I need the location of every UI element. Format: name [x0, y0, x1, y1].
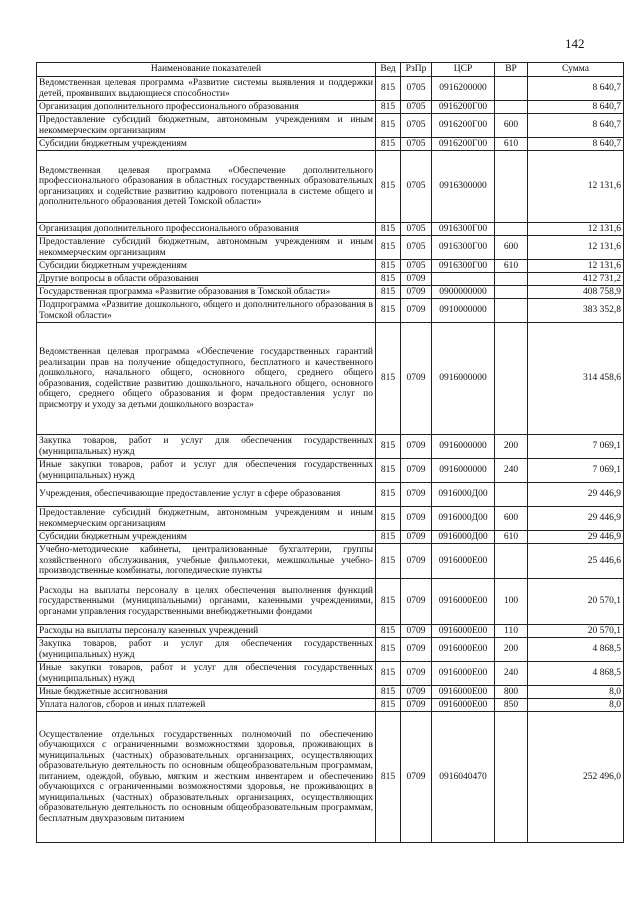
cell-vr: 850 [495, 699, 528, 712]
cell-name: Подпрограмма «Развитие дошкольного, общего и дополнительного образования в Томской области» [37, 299, 376, 323]
cell-rzpr: 0709 [401, 579, 432, 625]
cell-csr: 0916000Д00 [432, 531, 495, 544]
cell-ved: 815 [376, 507, 401, 531]
cell-ved: 815 [376, 101, 401, 114]
table-row [37, 223, 624, 236]
cell-ved: 815 [376, 699, 401, 712]
table-row [37, 114, 624, 138]
cell-csr: 0916000Е00 [432, 544, 495, 579]
cell-ved: 815 [376, 712, 401, 843]
cell-sum: 4 868,5 [528, 662, 624, 686]
cell-csr: 0916300Г00 [432, 223, 495, 236]
cell-vr [495, 299, 528, 323]
cell-ved: 815 [376, 77, 401, 101]
cell-ved: 815 [376, 531, 401, 544]
cell-name: Расходы на выплаты персоналу в целях обеспечения выполнения функций государственными (муниципальными) органами, казенными учреждениями, органами управления государственными внебюджетными фондами [37, 579, 376, 625]
cell-vr: 240 [495, 662, 528, 686]
cell-csr: 0916300Г00 [432, 236, 495, 260]
cell-vr: 600 [495, 507, 528, 531]
cell-rzpr: 0709 [401, 299, 432, 323]
cell-name: Иные закупки товаров, работ и услуг для обеспечения государственных (муниципальных) нужд [37, 459, 376, 483]
cell-sum: 29 446,9 [528, 483, 624, 507]
cell-vr [495, 151, 528, 223]
cell-vr: 600 [495, 236, 528, 260]
cell-vr [495, 77, 528, 101]
cell-ved: 815 [376, 236, 401, 260]
table-row [37, 507, 624, 531]
table-row [37, 151, 624, 223]
cell-name: Субсидии бюджетным учреждениям [37, 138, 376, 151]
cell-csr: 0916000Д00 [432, 483, 495, 507]
cell-name: Организация дополнительного профессионального образования [37, 101, 376, 114]
cell-sum: 8 640,7 [528, 101, 624, 114]
cell-rzpr: 0709 [401, 699, 432, 712]
table-row [37, 712, 624, 843]
cell-sum: 252 496,0 [528, 712, 624, 843]
cell-vr [495, 712, 528, 843]
cell-vr: 200 [495, 435, 528, 459]
cell-csr: 0916000Е00 [432, 699, 495, 712]
cell-name: Иные закупки товаров, работ и услуг для обеспечения государственных (муниципальных) нужд [37, 662, 376, 686]
table-row [37, 625, 624, 638]
cell-rzpr: 0709 [401, 273, 432, 286]
cell-name: Субсидии бюджетным учреждениям [37, 260, 376, 273]
table-row [37, 459, 624, 483]
cell-ved: 815 [376, 138, 401, 151]
cell-vr: 600 [495, 114, 528, 138]
col-header-csr: ЦСР [432, 63, 495, 77]
cell-rzpr: 0705 [401, 260, 432, 273]
cell-name: Закупка товаров, работ и услуг для обеспечения государственных (муниципальных) нужд [37, 638, 376, 662]
cell-rzpr: 0709 [401, 625, 432, 638]
table-row [37, 77, 624, 101]
table-row [37, 699, 624, 712]
cell-rzpr: 0709 [401, 286, 432, 299]
cell-ved: 815 [376, 323, 401, 435]
cell-ved: 815 [376, 435, 401, 459]
cell-vr [495, 544, 528, 579]
cell-csr: 0916000Е00 [432, 579, 495, 625]
table-body [37, 77, 624, 843]
cell-ved: 815 [376, 459, 401, 483]
cell-name: Осуществление отдельных государственных полномочий по обеспечению обучающихся с ограниченными возможностями здоровья, проживающих в муниципальных (частных) образовательных организациях, осуществляющих образовательную деятельность по основным общеобразовательным программам, питанием, одеждой, обувью, мягким и жестким инвентарем и обеспечению обучающихся с ограниченными возможностями здоровья, не проживающих в муниципальных (частных) образовательных организациях, осуществляющих образовательную деятельность по основным общеобразовательным программам, бесплатным двухразовым питанием [37, 712, 376, 843]
page-number: 142 [565, 36, 585, 51]
cell-sum: 8 640,7 [528, 114, 624, 138]
table-row [37, 260, 624, 273]
cell-ved: 815 [376, 544, 401, 579]
cell-name: Уплата налогов, сборов и иных платежей [37, 699, 376, 712]
cell-rzpr: 0709 [401, 483, 432, 507]
cell-sum: 20 570,1 [528, 579, 624, 625]
cell-sum: 8 640,7 [528, 77, 624, 101]
cell-ved: 815 [376, 638, 401, 662]
col-header-vr: ВР [495, 63, 528, 77]
cell-rzpr: 0705 [401, 151, 432, 223]
budget-table [36, 62, 624, 843]
cell-name: Предоставление субсидий бюджетным, автономным учреждениям и иным некоммерческим организациям [37, 507, 376, 531]
cell-csr: 0916200000 [432, 77, 495, 101]
cell-sum: 8,0 [528, 699, 624, 712]
cell-csr: 0916300000 [432, 151, 495, 223]
cell-vr [495, 223, 528, 236]
cell-sum: 12 131,6 [528, 151, 624, 223]
cell-vr: 200 [495, 638, 528, 662]
cell-sum: 20 570,1 [528, 625, 624, 638]
cell-csr: 0916200Г00 [432, 138, 495, 151]
table-row [37, 323, 624, 435]
cell-csr: 0916000Д00 [432, 507, 495, 531]
col-header-ved: Вед [376, 63, 401, 77]
cell-csr: 0916040470 [432, 712, 495, 843]
cell-ved: 815 [376, 483, 401, 507]
cell-csr: 0900000000 [432, 286, 495, 299]
cell-csr: 0916000Е00 [432, 662, 495, 686]
cell-csr: 0916200Г00 [432, 101, 495, 114]
cell-csr [432, 273, 495, 286]
cell-vr [495, 483, 528, 507]
cell-name: Ведомственная целевая программа «Обеспечение государственных гарантий реализации прав на получение общедоступного, бесплатного и качественного дошкольного, начального общего, основного общего, среднего общего образования, содействие развитию дошкольного, начального общего, основного общего, среднего общего образования и форм предоставления услуг по присмотру и уходу за детьми дошкольного возраста» [37, 323, 376, 435]
table-row [37, 638, 624, 662]
cell-rzpr: 0705 [401, 101, 432, 114]
cell-name: Государственная программа «Развитие образования в Томской области» [37, 286, 376, 299]
cell-rzpr: 0709 [401, 435, 432, 459]
cell-vr [495, 286, 528, 299]
cell-sum: 29 446,9 [528, 507, 624, 531]
cell-rzpr: 0709 [401, 323, 432, 435]
table-row [37, 435, 624, 459]
cell-sum: 7 069,1 [528, 459, 624, 483]
cell-name: Предоставление субсидий бюджетным, автономным учреждениям и иным некоммерческим организациям [37, 236, 376, 260]
table-row [37, 531, 624, 544]
cell-csr: 0916000Е00 [432, 638, 495, 662]
cell-rzpr: 0705 [401, 138, 432, 151]
col-header-sum: Сумма [528, 63, 624, 77]
cell-sum: 29 446,9 [528, 531, 624, 544]
cell-rzpr: 0705 [401, 114, 432, 138]
cell-csr: 0916000Е00 [432, 686, 495, 699]
cell-rzpr: 0709 [401, 638, 432, 662]
cell-name: Закупка товаров, работ и услуг для обеспечения государственных (муниципальных) нужд [37, 435, 376, 459]
cell-vr: 240 [495, 459, 528, 483]
table-row [37, 483, 624, 507]
cell-sum: 12 131,6 [528, 223, 624, 236]
col-header-rzpr: РзПр [401, 63, 432, 77]
cell-sum: 408 758,9 [528, 286, 624, 299]
table-row [37, 286, 624, 299]
cell-rzpr: 0705 [401, 223, 432, 236]
cell-vr [495, 101, 528, 114]
cell-csr: 0916000000 [432, 459, 495, 483]
cell-vr: 610 [495, 260, 528, 273]
cell-ved: 815 [376, 260, 401, 273]
cell-rzpr: 0709 [401, 686, 432, 699]
cell-csr: 0916300Г00 [432, 260, 495, 273]
cell-name: Предоставление субсидий бюджетным, автономным учреждениям и иным некоммерческим организациям [37, 114, 376, 138]
cell-ved: 815 [376, 286, 401, 299]
cell-sum: 4 868,5 [528, 638, 624, 662]
cell-ved: 815 [376, 273, 401, 286]
cell-vr [495, 323, 528, 435]
cell-rzpr: 0705 [401, 236, 432, 260]
cell-rzpr: 0709 [401, 459, 432, 483]
cell-name: Расходы на выплаты персоналу казенных учреждений [37, 625, 376, 638]
cell-csr: 0916000Е00 [432, 625, 495, 638]
cell-sum: 8,0 [528, 686, 624, 699]
cell-name: Ведомственная целевая программа «Развитие системы выявления и поддержки детей, проявивших выдающиеся способности» [37, 77, 376, 101]
cell-ved: 815 [376, 299, 401, 323]
cell-ved: 815 [376, 151, 401, 223]
cell-name: Учреждения, обеспечивающие предоставление услуг в сфере образования [37, 483, 376, 507]
cell-ved: 815 [376, 686, 401, 699]
cell-ved: 815 [376, 625, 401, 638]
table-row [37, 236, 624, 260]
cell-rzpr: 0709 [401, 544, 432, 579]
table-row [37, 273, 624, 286]
cell-sum: 12 131,6 [528, 236, 624, 260]
cell-ved: 815 [376, 223, 401, 236]
cell-vr: 610 [495, 138, 528, 151]
table-header-row [37, 63, 624, 77]
cell-ved: 815 [376, 114, 401, 138]
cell-vr: 110 [495, 625, 528, 638]
table-row [37, 544, 624, 579]
table-row [37, 662, 624, 686]
table-row [37, 579, 624, 625]
cell-sum: 25 446,6 [528, 544, 624, 579]
cell-name: Иные бюджетные ассигнования [37, 686, 376, 699]
table-row [37, 138, 624, 151]
cell-vr: 100 [495, 579, 528, 625]
table-row [37, 101, 624, 114]
cell-csr: 0910000000 [432, 299, 495, 323]
cell-ved: 815 [376, 579, 401, 625]
cell-rzpr: 0705 [401, 77, 432, 101]
cell-sum: 412 731,2 [528, 273, 624, 286]
cell-sum: 12 131,6 [528, 260, 624, 273]
cell-rzpr: 0709 [401, 507, 432, 531]
cell-csr: 0916000000 [432, 323, 495, 435]
cell-sum: 8 640,7 [528, 138, 624, 151]
cell-rzpr: 0709 [401, 662, 432, 686]
col-header-name: Наименование показателей [37, 63, 376, 77]
cell-sum: 7 069,1 [528, 435, 624, 459]
cell-name: Учебно-методические кабинеты, централизованные бухгалтерии, группы хозяйственного обслуживания, учебные фильмотеки, межшкольные учебно-производственные комбинаты, логопедические пункты [37, 544, 376, 579]
cell-vr: 610 [495, 531, 528, 544]
cell-csr: 0916000000 [432, 435, 495, 459]
cell-rzpr: 0709 [401, 531, 432, 544]
cell-name: Субсидии бюджетным учреждениям [37, 531, 376, 544]
table-row [37, 686, 624, 699]
cell-vr: 800 [495, 686, 528, 699]
table-row [37, 299, 624, 323]
cell-sum: 314 458,6 [528, 323, 624, 435]
cell-ved: 815 [376, 662, 401, 686]
cell-name: Организация дополнительного профессионального образования [37, 223, 376, 236]
cell-sum: 383 352,8 [528, 299, 624, 323]
cell-csr: 0916200Г00 [432, 114, 495, 138]
cell-vr [495, 273, 528, 286]
cell-rzpr: 0709 [401, 712, 432, 843]
cell-name: Другие вопросы в области образования [37, 273, 376, 286]
cell-name: Ведомственная целевая программа «Обеспечение дополнительного профессионального образования в областных государственных образовательных организациях и содействие развитию кадрового потенциала в системе общего и дополнительного образования детей Томской области» [37, 151, 376, 223]
